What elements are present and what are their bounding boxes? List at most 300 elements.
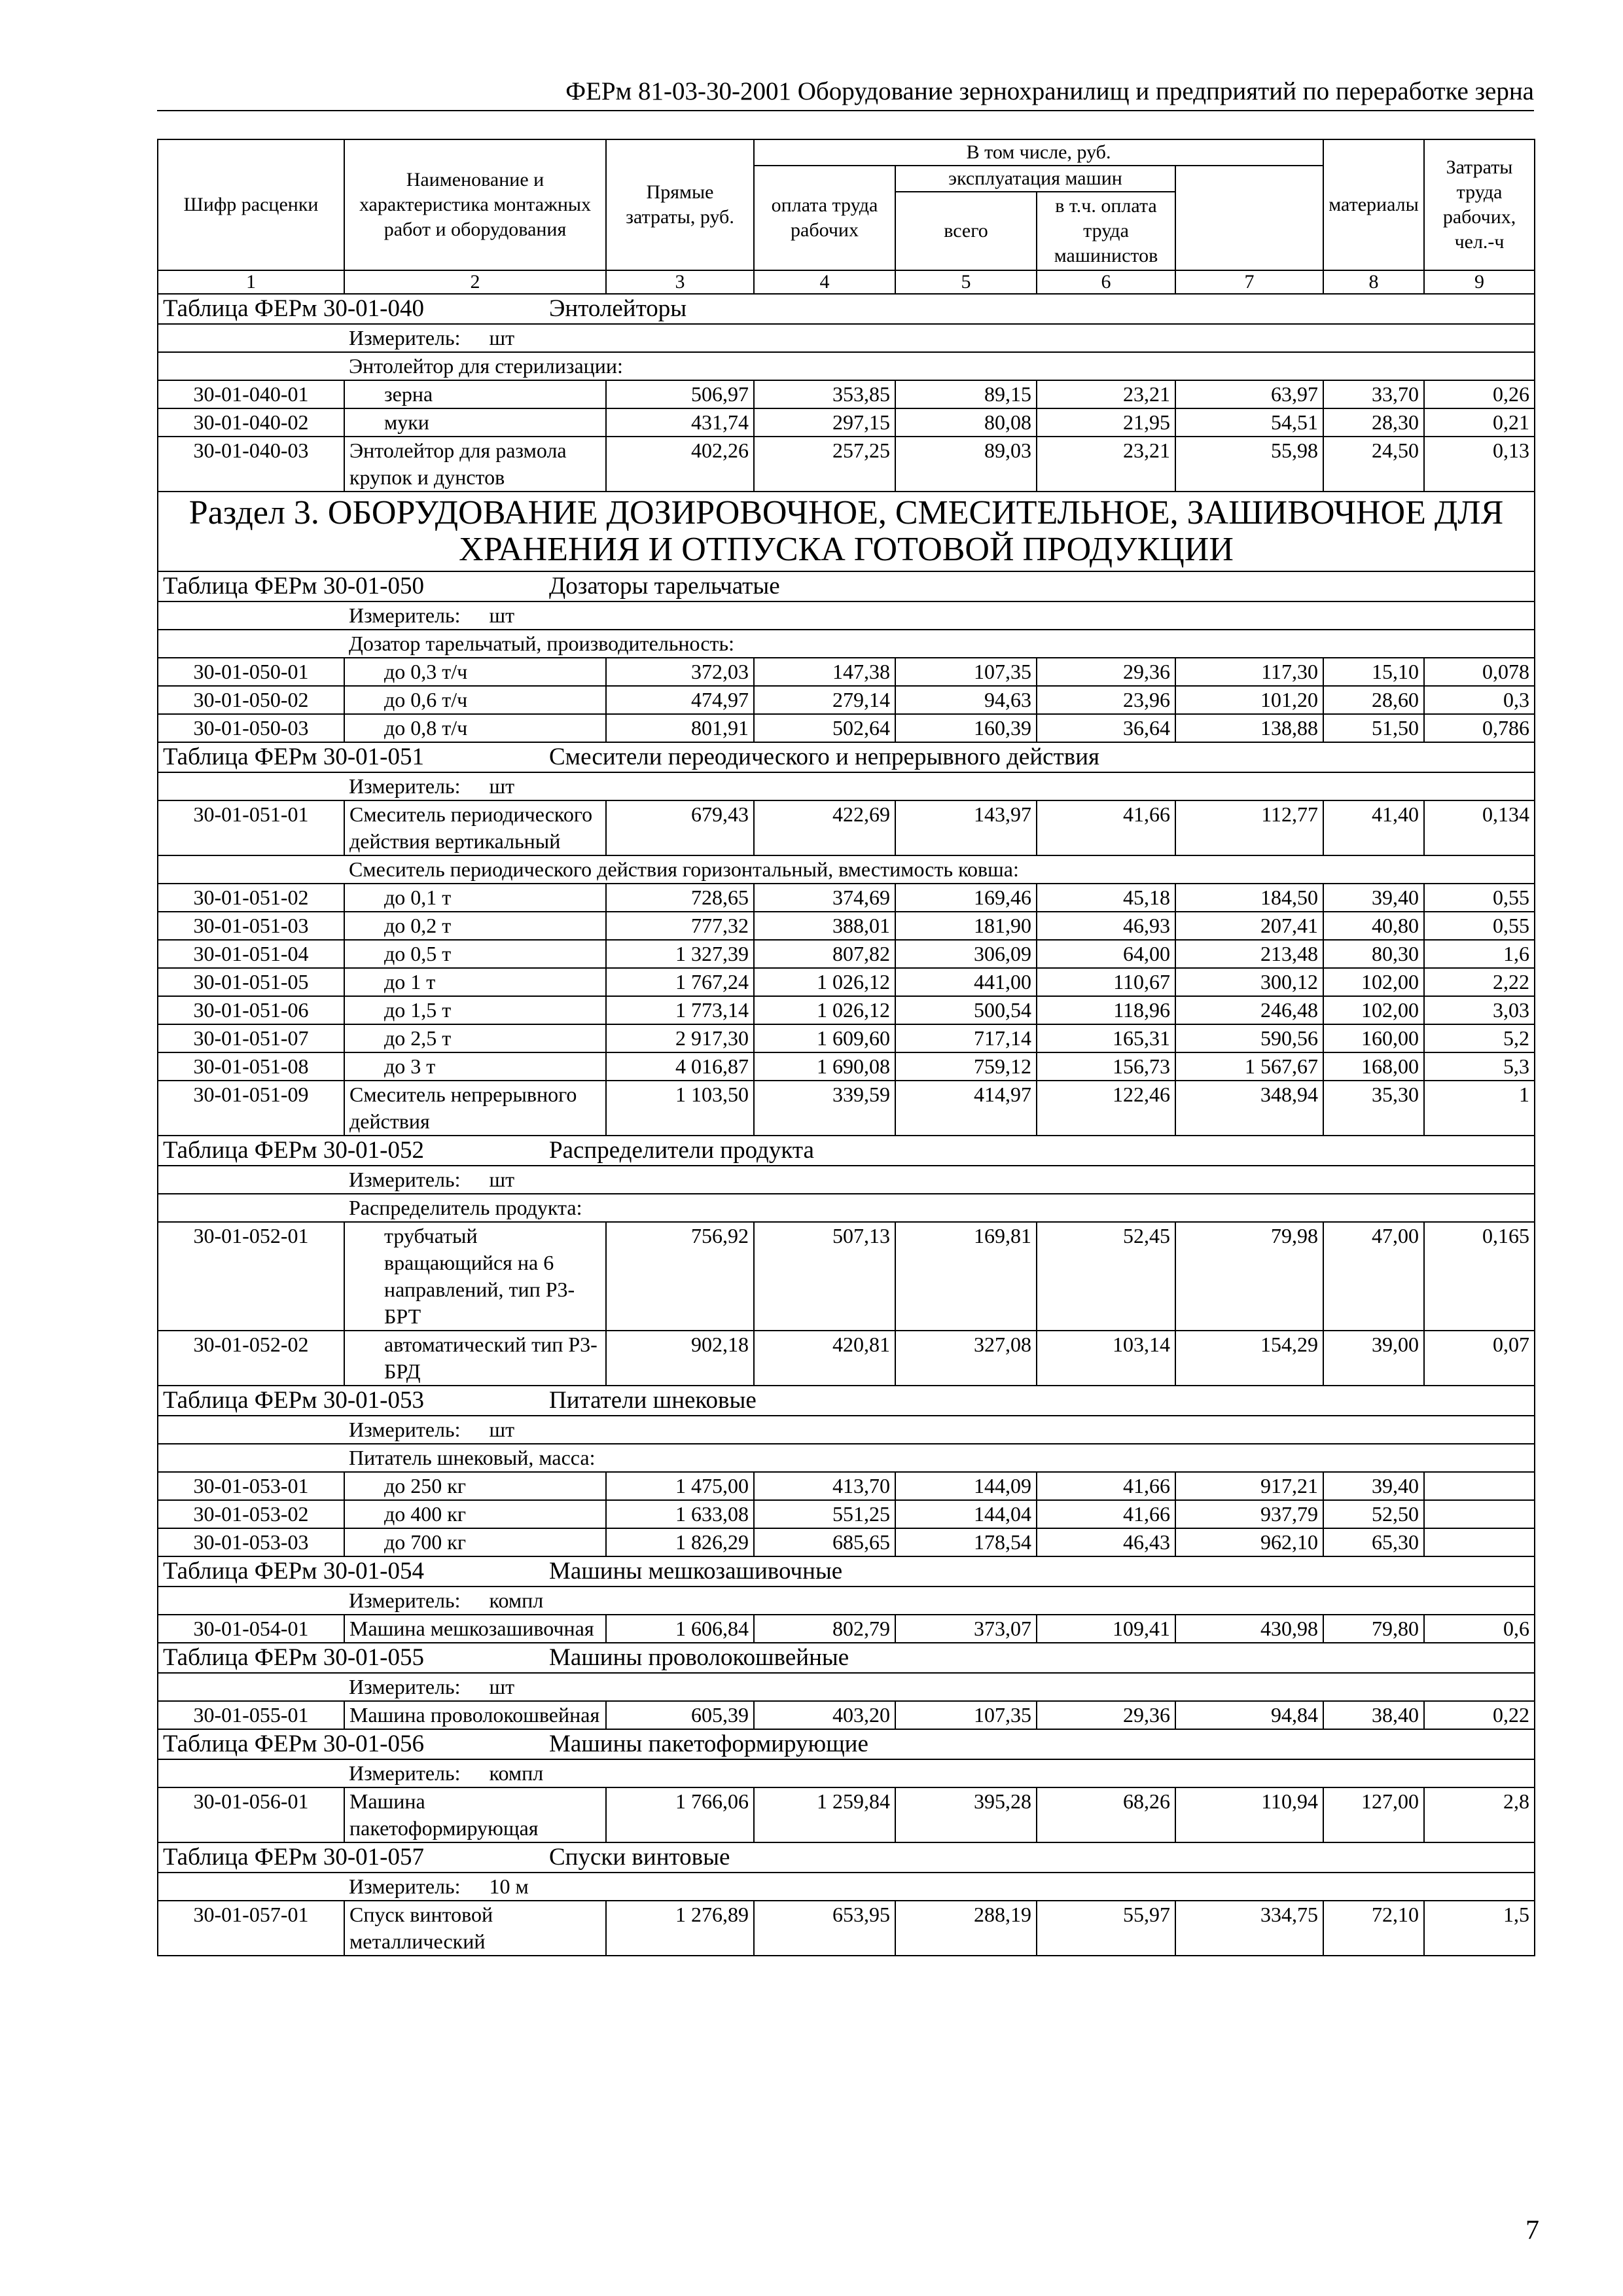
direct-cost: 679,43 [606, 800, 754, 855]
meter-unit: шт [489, 1675, 515, 1698]
machine-cost: 160,39 [895, 714, 1037, 742]
table-name: Машины мешкозашивочные [549, 1558, 843, 1585]
col-code-header: Шифр расценки [158, 139, 344, 270]
meter-unit: шт [489, 1418, 515, 1441]
machine-cost: 94,63 [895, 686, 1037, 714]
meter-row [158, 1873, 1535, 1901]
rate-code: 30-01-052-01 [158, 1222, 344, 1331]
col-machines-header: эксплуатация машин [895, 166, 1175, 192]
materials-cost: 207,41 [1175, 912, 1323, 940]
rate-code: 30-01-051-03 [158, 912, 344, 940]
meter-label: Измеритель: [349, 1874, 461, 1898]
machinist-cost: 46,93 [1037, 912, 1175, 940]
table-title [158, 742, 1535, 772]
table-row [158, 686, 1535, 714]
materials-cost: 184,50 [1175, 884, 1323, 912]
machine-cost: 327,08 [895, 1331, 1037, 1386]
col-materials-header: материалы [1323, 139, 1424, 270]
equipment-mass: 2,22 [1424, 968, 1535, 996]
machine-cost: 144,09 [895, 1472, 1037, 1500]
group-caption: Распределитель продукта: [158, 1194, 1535, 1222]
direct-cost: 474,97 [606, 686, 754, 714]
meter-label: Измеритель: [349, 774, 461, 798]
labor-cost: 403,20 [754, 1701, 895, 1729]
rate-code: 30-01-051-07 [158, 1024, 344, 1052]
meter-row [158, 1673, 1535, 1701]
materials-cost: 55,98 [1175, 437, 1323, 492]
rate-code: 30-01-050-03 [158, 714, 344, 742]
labor-hours: 40,80 [1323, 912, 1424, 940]
direct-cost: 1 103,50 [606, 1081, 754, 1136]
labor-cost: 685,65 [754, 1528, 895, 1556]
rate-code: 30-01-051-06 [158, 996, 344, 1024]
machinist-cost: 122,46 [1037, 1081, 1175, 1136]
machine-cost: 169,46 [895, 884, 1037, 912]
direct-cost: 402,26 [606, 437, 754, 492]
machine-cost: 107,35 [895, 658, 1037, 686]
meter-row [158, 324, 1535, 352]
rate-code: 30-01-054-01 [158, 1615, 344, 1643]
meter-unit: шт [489, 603, 515, 627]
labor-hours: 15,10 [1323, 658, 1424, 686]
machinist-cost: 41,66 [1037, 1472, 1175, 1500]
equipment-mass: 0,078 [1424, 658, 1535, 686]
labor-cost: 279,14 [754, 686, 895, 714]
machinist-cost: 29,36 [1037, 1701, 1175, 1729]
direct-cost: 1 475,00 [606, 1472, 754, 1500]
group-caption: Дозатор тарельчатый, производительность: [158, 630, 1535, 658]
table-number: Таблица ФЕРм 30-01-040 [163, 295, 424, 322]
labor-cost: 551,25 [754, 1500, 895, 1528]
group-caption-row [158, 1194, 1535, 1222]
materials-cost: 962,10 [1175, 1528, 1323, 1556]
meter-row [158, 1587, 1535, 1615]
equipment-mass: 0,165 [1424, 1222, 1535, 1331]
labor-hours: 52,50 [1323, 1500, 1424, 1528]
direct-cost: 756,92 [606, 1222, 754, 1331]
equipment-mass: 0,22 [1424, 1701, 1535, 1729]
meter [158, 324, 1535, 352]
col-direct-header: Прямые затраты, руб. [606, 139, 754, 270]
table-row [158, 1081, 1535, 1136]
labor-cost: 507,13 [754, 1222, 895, 1331]
machine-cost: 414,97 [895, 1081, 1037, 1136]
materials-cost: 590,56 [1175, 1024, 1323, 1052]
table-title-row [158, 571, 1535, 601]
col-number: 8 [1323, 270, 1424, 294]
labor-hours: 80,30 [1323, 940, 1424, 968]
meter-label: Измеритель: [349, 1761, 461, 1785]
meter-unit: компл [489, 1761, 544, 1785]
labor-hours: 41,40 [1323, 800, 1424, 855]
table-title-row [158, 742, 1535, 772]
machine-cost: 395,28 [895, 1787, 1037, 1842]
col-number: 7 [1175, 270, 1323, 294]
group-caption-row [158, 630, 1535, 658]
group-caption-row [158, 352, 1535, 380]
table-number: Таблица ФЕРм 30-01-051 [163, 744, 424, 770]
rate-code: 30-01-051-09 [158, 1081, 344, 1136]
materials-cost: 430,98 [1175, 1615, 1323, 1643]
meter-unit: шт [489, 1168, 515, 1191]
direct-cost: 4 016,87 [606, 1052, 754, 1081]
direct-cost: 777,32 [606, 912, 754, 940]
materials-cost: 348,94 [1175, 1081, 1323, 1136]
col-incl-header: В том числе, руб. [754, 139, 1323, 166]
work-name: до 0,6 т/ч [344, 686, 606, 714]
section-row [158, 492, 1535, 571]
rate-code: 30-01-053-02 [158, 1500, 344, 1528]
col-number: 2 [344, 270, 606, 294]
table-row [158, 800, 1535, 855]
direct-cost: 506,97 [606, 380, 754, 408]
materials-cost: 1 567,67 [1175, 1052, 1323, 1081]
col-labor-header: оплата труда рабочих [754, 166, 895, 270]
meter-label: Измеритель: [349, 1675, 461, 1698]
group-caption: Энтолейтор для стерилизации: [158, 352, 1535, 380]
direct-cost: 1 327,39 [606, 940, 754, 968]
direct-cost: 431,74 [606, 408, 754, 437]
table-body [158, 294, 1535, 1956]
machine-cost: 144,04 [895, 1500, 1037, 1528]
table-row [158, 437, 1535, 492]
work-name: до 0,2 т [344, 912, 606, 940]
labor-hours: 39,40 [1323, 884, 1424, 912]
page-header: ФЕРм 81-03-30-2001 Оборудование зернохранилищ и предприятий по переработке зерна [157, 76, 1534, 111]
materials-cost: 101,20 [1175, 686, 1323, 714]
group-caption-row [158, 1444, 1535, 1472]
labor-cost: 807,82 [754, 940, 895, 968]
machinist-cost: 41,66 [1037, 800, 1175, 855]
table-row [158, 1331, 1535, 1386]
meter [158, 1166, 1535, 1194]
machinist-cost: 118,96 [1037, 996, 1175, 1024]
rate-code: 30-01-051-02 [158, 884, 344, 912]
table-title [158, 1729, 1535, 1759]
rate-code: 30-01-040-02 [158, 408, 344, 437]
work-name: до 0,3 т/ч [344, 658, 606, 686]
meter-label: Измеритель: [349, 326, 461, 350]
work-name: трубчатый вращающийся на 6 направлений, тип Р3-БРТ [344, 1222, 606, 1331]
col-number: 9 [1424, 270, 1535, 294]
equipment-mass: 0,134 [1424, 800, 1535, 855]
labor-cost: 1 026,12 [754, 968, 895, 996]
labor-cost: 1 026,12 [754, 996, 895, 1024]
rate-code: 30-01-053-01 [158, 1472, 344, 1500]
col-number: 4 [754, 270, 895, 294]
labor-hours: 102,00 [1323, 996, 1424, 1024]
table-name: Энтолейторы [549, 295, 687, 322]
direct-cost: 1 826,29 [606, 1528, 754, 1556]
meter [158, 1759, 1535, 1787]
machinist-cost: 103,14 [1037, 1331, 1175, 1386]
equipment-mass: 0,13 [1424, 437, 1535, 492]
table-title [158, 1643, 1535, 1673]
work-name: Энтолейтор для размола крупок и дунстов [344, 437, 606, 492]
labor-cost: 420,81 [754, 1331, 895, 1386]
labor-hours: 72,10 [1323, 1901, 1424, 1956]
table-row [158, 1901, 1535, 1956]
meter-label: Измеритель: [349, 603, 461, 627]
machinist-cost: 23,21 [1037, 380, 1175, 408]
materials-cost: 112,77 [1175, 800, 1323, 855]
rate-code: 30-01-050-01 [158, 658, 344, 686]
table-row [158, 1528, 1535, 1556]
work-name: зерна [344, 380, 606, 408]
table-row [158, 996, 1535, 1024]
col-mach-total-header: всего [895, 192, 1037, 270]
machinist-cost: 45,18 [1037, 884, 1175, 912]
equipment-mass [1424, 1472, 1535, 1500]
table-row [158, 940, 1535, 968]
materials-cost: 138,88 [1175, 714, 1323, 742]
machinist-cost: 109,41 [1037, 1615, 1175, 1643]
table-row [158, 1615, 1535, 1643]
machine-cost: 89,03 [895, 437, 1037, 492]
table-number: Таблица ФЕРм 30-01-053 [163, 1387, 424, 1414]
labor-hours: 127,00 [1323, 1787, 1424, 1842]
machine-cost: 143,97 [895, 800, 1037, 855]
labor-cost: 297,15 [754, 408, 895, 437]
materials-cost: 917,21 [1175, 1472, 1323, 1500]
rates-table [157, 139, 1535, 1956]
direct-cost: 1 773,14 [606, 996, 754, 1024]
meter-row [158, 601, 1535, 630]
materials-cost: 154,29 [1175, 1331, 1323, 1386]
rate-code: 30-01-051-05 [158, 968, 344, 996]
group-caption: Питатель шнековый, масса: [158, 1444, 1535, 1472]
equipment-mass [1424, 1528, 1535, 1556]
work-name: Смеситель непрерывного действия [344, 1081, 606, 1136]
meter-row [158, 1759, 1535, 1787]
col-number: 5 [895, 270, 1037, 294]
equipment-mass: 1,6 [1424, 940, 1535, 968]
direct-cost: 605,39 [606, 1701, 754, 1729]
section-title: Раздел 3. ОБОРУДОВАНИЕ ДОЗИРОВОЧНОЕ, СМЕСИТЕЛЬНОЕ, ЗАШИВОЧНОЕ ДЛЯ ХРАНЕНИЯ И ОТПУСКА ГОТОВОЙ ПРОДУКЦИИ [158, 492, 1535, 571]
materials-cost: 213,48 [1175, 940, 1323, 968]
labor-hours: 28,60 [1323, 686, 1424, 714]
machinist-cost: 23,96 [1037, 686, 1175, 714]
table-row [158, 380, 1535, 408]
labor-cost: 413,70 [754, 1472, 895, 1500]
rate-code: 30-01-053-03 [158, 1528, 344, 1556]
labor-hours: 79,80 [1323, 1615, 1424, 1643]
col-mach-labor-header: в т.ч. оплата труда машинистов [1037, 192, 1175, 270]
table-number: Таблица ФЕРм 30-01-056 [163, 1731, 424, 1757]
labor-hours: 38,40 [1323, 1701, 1424, 1729]
labor-cost: 1 690,08 [754, 1052, 895, 1081]
machine-cost: 181,90 [895, 912, 1037, 940]
machinist-cost: 156,73 [1037, 1052, 1175, 1081]
table-row [158, 968, 1535, 996]
equipment-mass: 5,2 [1424, 1024, 1535, 1052]
machinist-cost: 68,26 [1037, 1787, 1175, 1842]
labor-cost: 339,59 [754, 1081, 895, 1136]
machinist-cost: 165,31 [1037, 1024, 1175, 1052]
machine-cost: 759,12 [895, 1052, 1037, 1081]
work-name: Машина пакетоформирующая [344, 1787, 606, 1842]
work-name: муки [344, 408, 606, 437]
meter-unit: шт [489, 774, 515, 798]
labor-hours: 47,00 [1323, 1222, 1424, 1331]
materials-cost: 110,94 [1175, 1787, 1323, 1842]
direct-cost: 1 767,24 [606, 968, 754, 996]
materials-cost: 334,75 [1175, 1901, 1323, 1956]
labor-hours: 102,00 [1323, 968, 1424, 996]
work-name: до 3 т [344, 1052, 606, 1081]
meter [158, 1416, 1535, 1444]
meter [158, 772, 1535, 800]
labor-cost: 1 609,60 [754, 1024, 895, 1052]
meter-row [158, 1416, 1535, 1444]
machinist-cost: 52,45 [1037, 1222, 1175, 1331]
table-head [158, 139, 1535, 294]
materials-cost: 117,30 [1175, 658, 1323, 686]
machinist-cost: 46,43 [1037, 1528, 1175, 1556]
table-number: Таблица ФЕРм 30-01-054 [163, 1558, 424, 1585]
machine-cost: 89,15 [895, 380, 1037, 408]
meter-label: Измеритель: [349, 1588, 461, 1612]
machinist-cost: 23,21 [1037, 437, 1175, 492]
work-name: Машина проволокошвейная [344, 1701, 606, 1729]
table-row [158, 1701, 1535, 1729]
work-name: до 2,5 т [344, 1024, 606, 1052]
direct-cost: 1 633,08 [606, 1500, 754, 1528]
labor-cost: 353,85 [754, 380, 895, 408]
table-title [158, 1556, 1535, 1587]
table-title-row [158, 1136, 1535, 1166]
rate-code: 30-01-055-01 [158, 1701, 344, 1729]
col-number: 6 [1037, 270, 1175, 294]
machine-cost: 717,14 [895, 1024, 1037, 1052]
column-numbers-row [158, 270, 1535, 294]
work-name: автоматический тип Р3-БРД [344, 1331, 606, 1386]
machine-cost: 169,81 [895, 1222, 1037, 1331]
work-name: до 700 кг [344, 1528, 606, 1556]
equipment-mass: 0,55 [1424, 884, 1535, 912]
table-name: Питатели шнековые [549, 1387, 757, 1414]
table-row [158, 884, 1535, 912]
machine-cost: 441,00 [895, 968, 1037, 996]
work-name: до 0,8 т/ч [344, 714, 606, 742]
direct-cost: 1 276,89 [606, 1901, 754, 1956]
table-number: Таблица ФЕРм 30-01-057 [163, 1844, 424, 1871]
meter [158, 1873, 1535, 1901]
table-title-row [158, 1556, 1535, 1587]
rate-code: 30-01-051-08 [158, 1052, 344, 1081]
labor-hours: 160,00 [1323, 1024, 1424, 1052]
machinist-cost: 21,95 [1037, 408, 1175, 437]
table-title-row [158, 1729, 1535, 1759]
direct-cost: 728,65 [606, 884, 754, 912]
labor-hours: 39,40 [1323, 1472, 1424, 1500]
equipment-mass: 0,55 [1424, 912, 1535, 940]
rate-code: 30-01-052-02 [158, 1331, 344, 1386]
labor-hours: 33,70 [1323, 380, 1424, 408]
machine-cost: 107,35 [895, 1701, 1037, 1729]
table-number: Таблица ФЕРм 30-01-050 [163, 573, 424, 600]
work-name: Спуск винтовой металлический [344, 1901, 606, 1956]
rate-code: 30-01-051-01 [158, 800, 344, 855]
meter-unit: 10 м [489, 1874, 529, 1898]
materials-cost: 246,48 [1175, 996, 1323, 1024]
labor-cost: 257,25 [754, 437, 895, 492]
table-name: Дозаторы тарельчатые [549, 573, 780, 600]
machine-cost: 373,07 [895, 1615, 1037, 1643]
machine-cost: 178,54 [895, 1528, 1037, 1556]
materials-cost: 63,97 [1175, 380, 1323, 408]
labor-hours: 24,50 [1323, 437, 1424, 492]
table-title-row [158, 294, 1535, 324]
rate-code: 30-01-040-03 [158, 437, 344, 492]
labor-hours: 28,30 [1323, 408, 1424, 437]
equipment-mass: 5,3 [1424, 1052, 1535, 1081]
table-row [158, 714, 1535, 742]
direct-cost: 1 766,06 [606, 1787, 754, 1842]
equipment-mass: 2,8 [1424, 1787, 1535, 1842]
equipment-mass [1424, 1500, 1535, 1528]
work-name: до 0,5 т [344, 940, 606, 968]
materials-cost: 937,79 [1175, 1500, 1323, 1528]
table-title-row [158, 1386, 1535, 1416]
equipment-mass: 0,21 [1424, 408, 1535, 437]
table-name: Спуски винтовые [549, 1844, 730, 1871]
rate-code: 30-01-057-01 [158, 1901, 344, 1956]
equipment-mass: 0,07 [1424, 1331, 1535, 1386]
meter-row [158, 1166, 1535, 1194]
meter [158, 601, 1535, 630]
table-row [158, 658, 1535, 686]
materials-cost: 94,84 [1175, 1701, 1323, 1729]
meter-label: Измеритель: [349, 1418, 461, 1441]
labor-hours: 168,00 [1323, 1052, 1424, 1081]
materials-cost: 54,51 [1175, 408, 1323, 437]
work-name: Смеситель периодического действия вертикальный [344, 800, 606, 855]
table-row [158, 408, 1535, 437]
labor-hours: 35,30 [1323, 1081, 1424, 1136]
page-number: 7 [1525, 2215, 1539, 2246]
direct-cost: 801,91 [606, 714, 754, 742]
materials-cost: 300,12 [1175, 968, 1323, 996]
meter-unit: компл [489, 1588, 544, 1612]
materials-cost: 79,98 [1175, 1222, 1323, 1331]
rate-code: 30-01-040-01 [158, 380, 344, 408]
table-title [158, 294, 1535, 324]
table-number: Таблица ФЕРм 30-01-055 [163, 1644, 424, 1671]
work-name: до 0,1 т [344, 884, 606, 912]
direct-cost: 902,18 [606, 1331, 754, 1386]
labor-cost: 1 259,84 [754, 1787, 895, 1842]
group-caption: Смеситель периодического действия горизонтальный, вместимость ковша: [158, 855, 1535, 884]
table-row [158, 1472, 1535, 1500]
table-row [158, 1052, 1535, 1081]
group-caption-row [158, 855, 1535, 884]
labor-hours: 51,50 [1323, 714, 1424, 742]
machine-cost: 80,08 [895, 408, 1037, 437]
table-name: Машины пакетоформирующие [549, 1731, 868, 1757]
table-title [158, 1386, 1535, 1416]
labor-hours: 39,00 [1323, 1331, 1424, 1386]
labor-cost: 653,95 [754, 1901, 895, 1956]
table-row [158, 1787, 1535, 1842]
labor-cost: 147,38 [754, 658, 895, 686]
labor-cost: 502,64 [754, 714, 895, 742]
equipment-mass: 3,03 [1424, 996, 1535, 1024]
table-row [158, 1024, 1535, 1052]
col-name-header: Наименование и характеристика монтажных работ и оборудования [344, 139, 606, 270]
labor-cost: 374,69 [754, 884, 895, 912]
machinist-cost: 41,66 [1037, 1500, 1175, 1528]
